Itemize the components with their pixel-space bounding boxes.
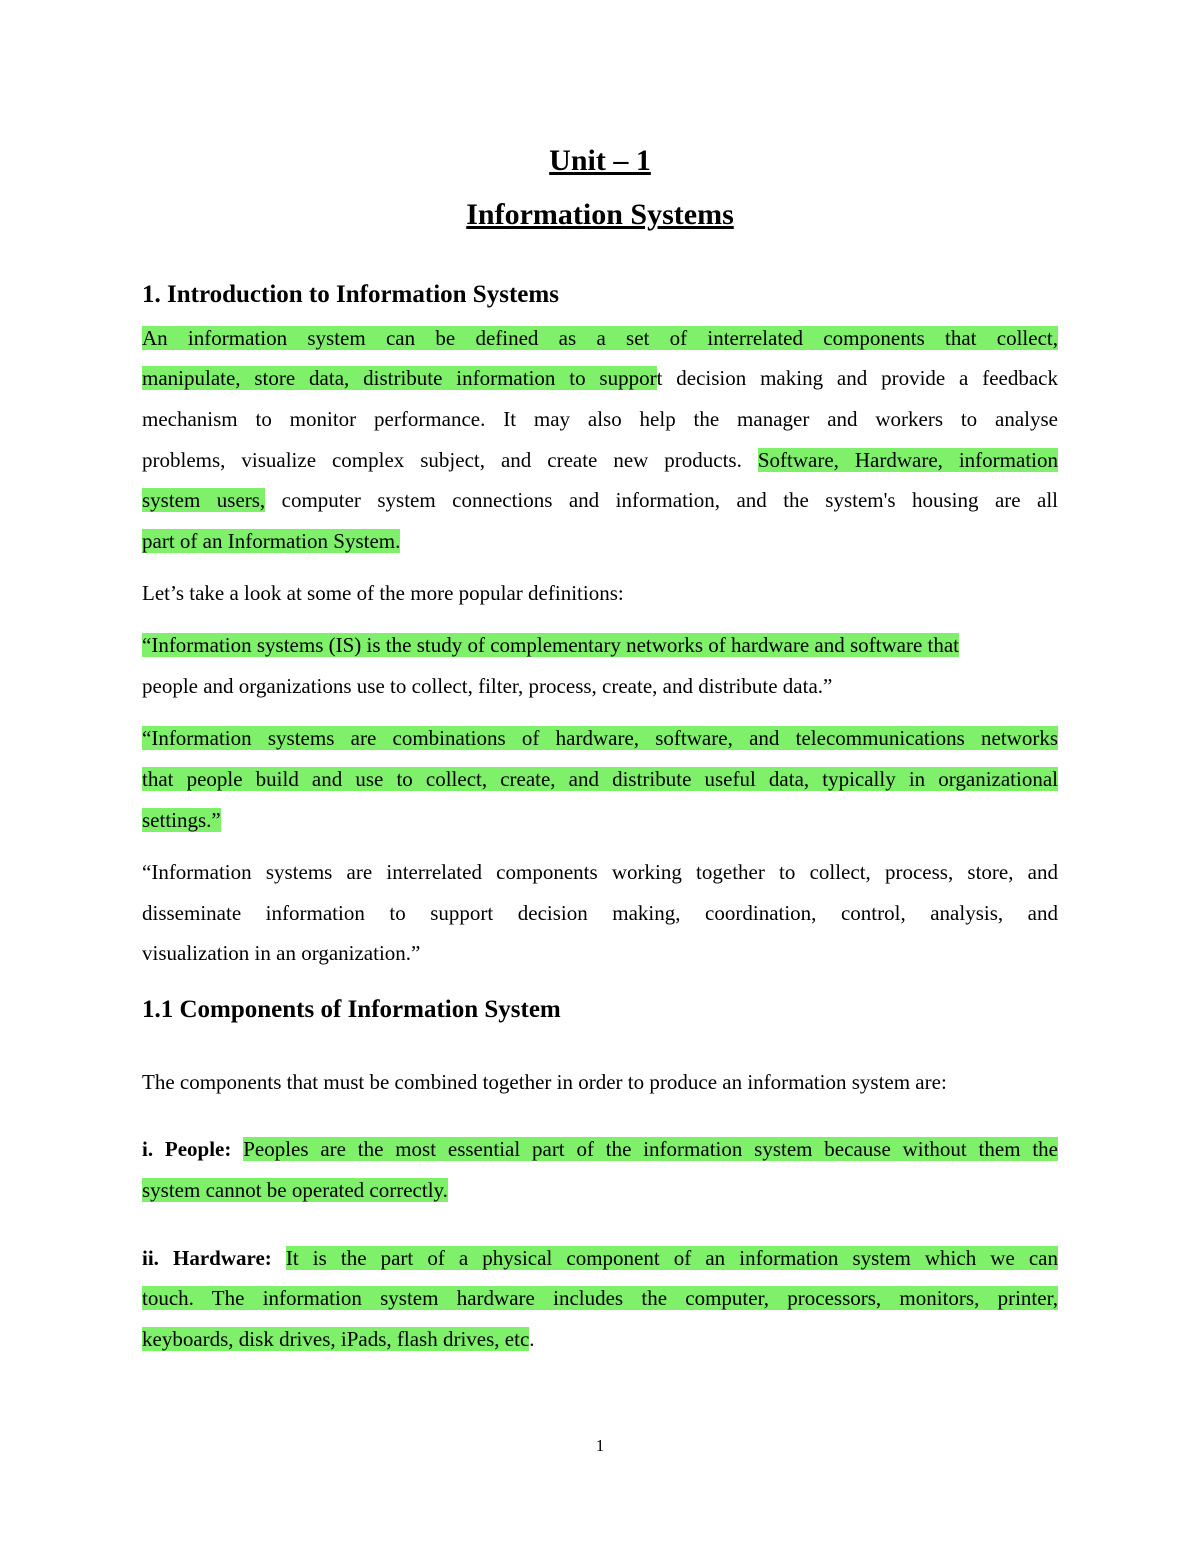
intro-line-6: [142, 521, 1058, 561]
plain-text: computer system connections and information, and the system's housing are all: [265, 488, 1058, 512]
highlight-text: Peoples are the most essential part of the information system because without them the: [243, 1137, 1058, 1161]
definition-2-line-2: [142, 759, 1058, 799]
intro-line-5: [142, 480, 1058, 520]
hardware-line-3: [142, 1319, 1058, 1359]
definition-2-line-3: [142, 800, 1058, 840]
highlight-text: touch. The information system hardware includes the computer, processors, monitors, printer,: [142, 1286, 1058, 1310]
highlight-text: keyboards, disk drives, iPads, flash drives, etc: [142, 1327, 530, 1351]
plain-text: mechanism to monitor performance. It may also help the manager and workers to analyse: [142, 407, 1058, 431]
definition-3-line-2: [142, 893, 1058, 933]
definition-3-line-1: [142, 852, 1058, 892]
section-heading-components: 1.1 Components of Information System: [142, 996, 561, 1023]
highlight-text: that people build and use to collect, create, and distribute useful data, typically in organizational: [142, 767, 1058, 791]
unit-title: Unit – 1: [549, 144, 651, 177]
plain-text: t decision making and provide a feedback: [656, 366, 1058, 390]
definition-1-line-1: [142, 625, 1058, 665]
definition-1-line-2: [142, 666, 1058, 706]
highlight-text: part of an Information System.: [142, 529, 401, 553]
hardware-line-1: [142, 1238, 1058, 1278]
plain-text: disseminate information to support decision making, coordination, control, analysis, and: [142, 901, 1058, 925]
plain-text: people and organizations use to collect, filter, process, create, and distribute data.”: [142, 674, 833, 698]
people-label: i. People:: [142, 1137, 232, 1161]
plain-text: visualization in an organization.”: [142, 941, 421, 965]
subject-title: Information Systems: [466, 198, 734, 231]
components-intro: [142, 1062, 1058, 1102]
people-line-1: [142, 1129, 1058, 1169]
highlight-text: Software, Hardware, information: [757, 448, 1058, 472]
highlight-text: system users,: [142, 488, 266, 512]
section-heading-introduction: 1. Introduction to Information Systems: [142, 281, 559, 308]
plain-text: Let’s take a look at some of the more popular definitions:: [142, 581, 624, 605]
intro-line-3: [142, 399, 1058, 439]
people-line-2: [142, 1170, 1058, 1210]
intro-line-1: [142, 318, 1058, 358]
intro-line-2: [142, 358, 1058, 398]
highlight-text: An information system can be defined as a set of interrelated components that collect,: [142, 326, 1058, 350]
highlight-text: settings.”: [142, 808, 221, 832]
highlight-text: It is the part of a physical component of an information system which we can: [285, 1246, 1058, 1270]
intro-line-4: [142, 440, 1058, 480]
plain-text: problems, visualize complex subject, and create new products.: [142, 448, 758, 472]
definition-3-line-3: [142, 933, 1058, 973]
plain-text: The components that must be combined together in order to produce an information system are:: [142, 1070, 947, 1094]
highlight-text: manipulate, store data, distribute information to suppor: [142, 366, 657, 390]
highlight-text: “Information systems are combinations of hardware, software, and telecommunications networks: [142, 726, 1058, 750]
plain-text: .: [529, 1327, 535, 1351]
hardware-line-2: [142, 1278, 1058, 1318]
highlight-text: system cannot be operated correctly.: [142, 1178, 448, 1202]
plain-text: “Information systems are interrelated components working together to collect, process, store, and: [142, 860, 1058, 884]
definition-2-line-1: [142, 718, 1058, 758]
definitions-lead: [142, 573, 1058, 613]
page-number: 1: [595, 1436, 605, 1455]
highlight-text: “Information systems (IS) is the study of complementary networks of hardware and software that: [142, 633, 960, 657]
hardware-label: ii. Hardware:: [142, 1246, 272, 1270]
